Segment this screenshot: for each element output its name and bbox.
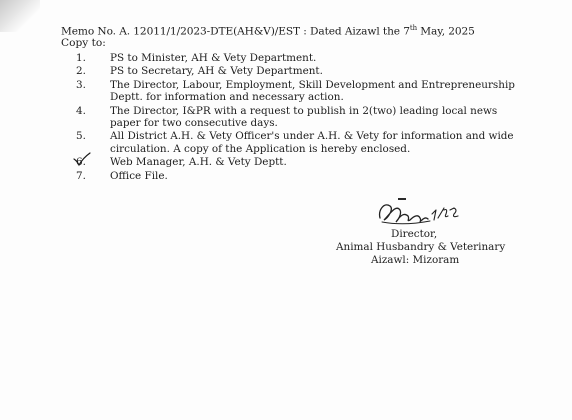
handwritten-tick-icon bbox=[72, 152, 92, 168]
copy-item-text: PS to Secretary, AH & Vety Department. bbox=[110, 65, 323, 78]
copy-item-number: 3. bbox=[76, 78, 86, 91]
copy-item-number: 5. bbox=[76, 130, 86, 143]
copy-item-text: Office File. bbox=[110, 169, 168, 182]
copy-to-list bbox=[76, 52, 516, 183]
copy-item-text: All District A.H. & Vety Officer's under A.H. & Vety for information and wide circulation. A copy of the Application is hereby enclosed. bbox=[110, 130, 514, 155]
copy-item-number-text: 6. bbox=[76, 156, 86, 169]
copy-item-3 bbox=[76, 79, 516, 104]
memo-day-suffix: th bbox=[409, 24, 417, 32]
copy-item-text: PS to Minister, AH & Vety Department. bbox=[110, 52, 317, 64]
copy-item-number: 2. bbox=[76, 65, 86, 78]
copy-item-text: The Director, I&PR with a request to publish in 2(two) leading local news paper for two consecutive days. bbox=[110, 104, 498, 130]
signatory-designation: Director, bbox=[391, 228, 438, 240]
copy-item-number: 4. bbox=[76, 104, 86, 117]
copy-item-text: The Director, Labour, Employment, Skill Development and Entrepreneurship Deptt. for information and necessary action. bbox=[110, 78, 515, 104]
memo-number-text: Memo No. A. 12011/1/2023-DTE(AH&V)/EST : Dated Aizawl the 7 bbox=[61, 25, 410, 38]
memo-number-line bbox=[61, 24, 475, 38]
copy-item-text: Web Manager, A.H. & Vety Deptt. bbox=[110, 156, 287, 169]
page-corner-shadow bbox=[0, 0, 40, 32]
copy-item-number: 1. bbox=[76, 52, 86, 64]
signatory-department: Animal Husbandry & Veterinary bbox=[336, 241, 506, 253]
copy-item-2 bbox=[76, 65, 516, 77]
copy-item-7 bbox=[76, 170, 516, 182]
handwritten-signature bbox=[374, 192, 464, 232]
copy-item-number: 7. bbox=[76, 169, 86, 182]
copy-item-5 bbox=[76, 130, 516, 155]
copy-item-number bbox=[76, 156, 110, 168]
copy-item-4 bbox=[76, 105, 516, 130]
copy-item-1 bbox=[76, 52, 516, 64]
signatory-location: Aizawl: Mizoram bbox=[371, 254, 460, 266]
memo-date-text: May, 2025 bbox=[417, 25, 475, 38]
copy-item-6 bbox=[76, 156, 516, 168]
copy-to-label: Copy to: bbox=[61, 37, 106, 49]
